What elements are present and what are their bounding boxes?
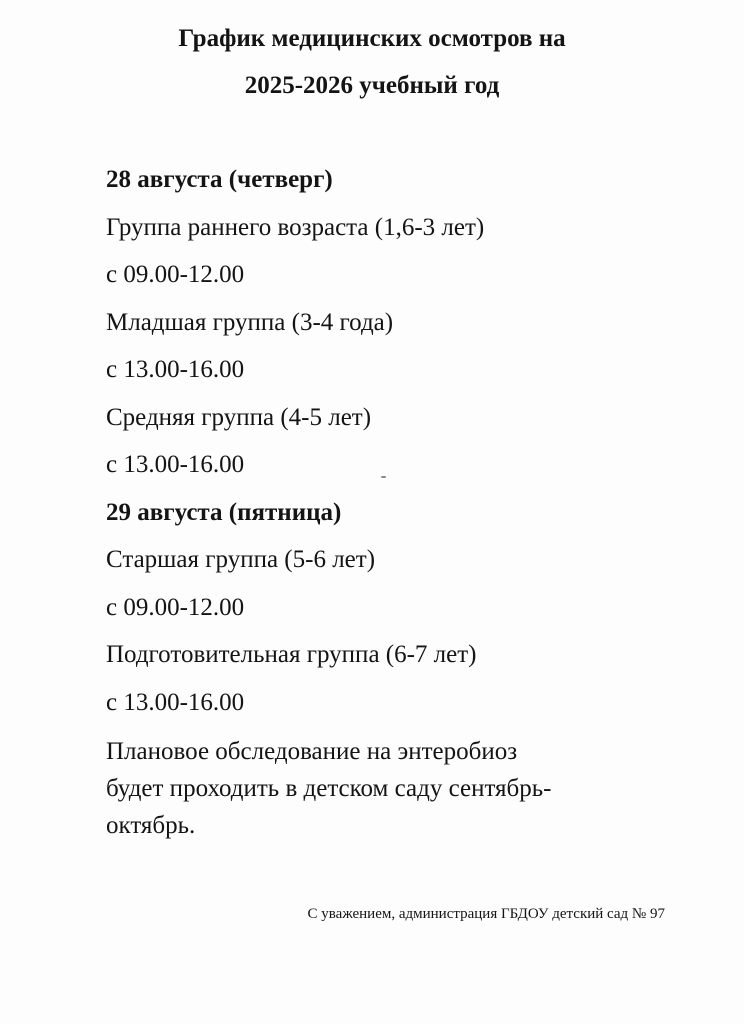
schedule-time: с 13.00-16.00: [106, 688, 245, 716]
schedule-time: с 13.00-16.00: [106, 451, 245, 478]
schedule-list: [106, 165, 726, 735]
schedule-group: Младшая группа (3-4 года): [106, 308, 394, 336]
note-line: октябрь.: [106, 812, 196, 839]
schedule-time: с 09.00-12.00: [106, 593, 245, 621]
document-title-line-1: График медицинских осмотров на: [178, 25, 566, 52]
schedule-group: Подготовительная группа (6-7 лет): [106, 641, 477, 668]
schedule-time: с 09.00-12.00: [106, 261, 245, 288]
schedule-group: Старшая группа (5-6 лет): [106, 546, 376, 573]
schedule-time: с 13.00-16.00: [106, 356, 245, 383]
document-title-line-2: 2025-2026 учебный год: [244, 72, 500, 99]
schedule-group: Средняя группа (4-5 лет): [106, 403, 372, 431]
signature-line: С уважением, администрация ГБДОУ детский сад № 97: [307, 906, 665, 922]
schedule-group: Группа раннего возраста (1,6-3 лет): [106, 213, 485, 241]
note-line: Плановое обследование на энтеробиоз: [106, 738, 518, 765]
note-paragraph: [106, 733, 726, 844]
schedule-date-heading: 28 августа (четверг): [106, 166, 333, 193]
scan-speck: [381, 476, 386, 478]
note-line: будет проходить в детском саду сентябрь-: [106, 775, 552, 802]
schedule-date-heading: 29 августа (пятница): [106, 498, 342, 526]
